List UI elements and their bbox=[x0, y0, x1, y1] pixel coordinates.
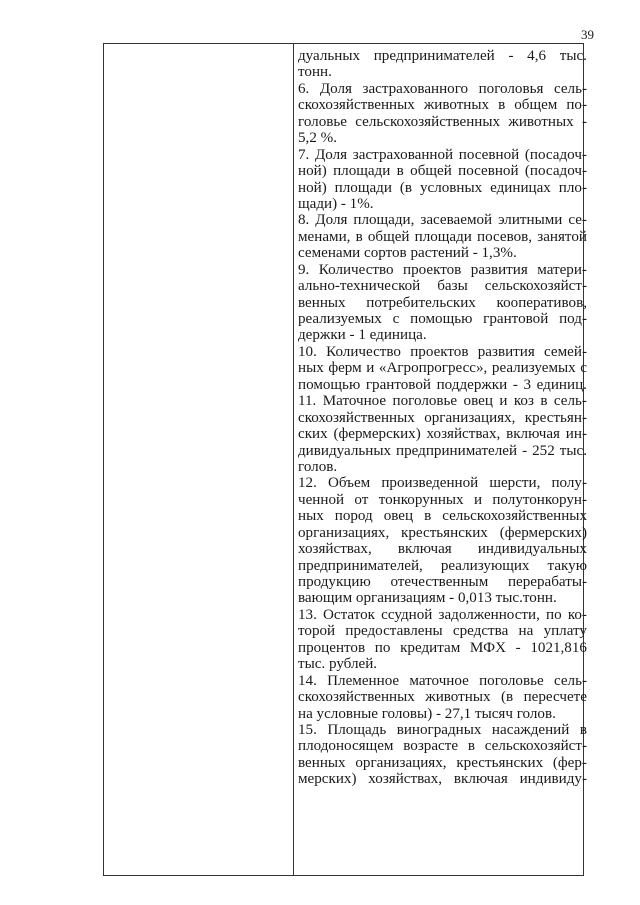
text-line: 10. Количество проектов развития семей- bbox=[298, 343, 587, 360]
text-line: ских (фермерских) хозяйствах, включая ин- bbox=[298, 426, 587, 443]
text-line: головье сельскохозяйственных животных - bbox=[298, 113, 587, 130]
page-number: 39 bbox=[581, 27, 594, 42]
text-line: предпринимателей, реализующих такую bbox=[298, 557, 587, 574]
document-table bbox=[103, 43, 587, 876]
text-line: вающим организациям - 0,013 тыс.тонн. bbox=[298, 590, 557, 607]
text-line: 14. Племенное маточное поголовье сель- bbox=[298, 672, 587, 689]
text-line: 5,2 %. bbox=[298, 130, 337, 147]
text-line: процентов по кредитам МФХ - 1021,816 bbox=[298, 639, 587, 656]
text-line: 9. Количество проектов развития матери- bbox=[298, 261, 587, 278]
text-line: ной) площади в общей посевной (посадоч- bbox=[298, 163, 587, 180]
text-line: щади) - 1%. bbox=[298, 195, 374, 212]
text-line: 7. Доля застрахованной посевной (посадоч- bbox=[298, 146, 587, 163]
text-line: ной) площади (в условных единицах пло- bbox=[298, 179, 587, 196]
text-line: 8. Доля площади, засеваемой элитными се- bbox=[298, 212, 587, 229]
text-line: на условные головы) - 27,1 тысяч голов. bbox=[298, 705, 556, 722]
text-line: семенами сортов растений - 1,3%. bbox=[298, 245, 517, 262]
text-line: мерских) хозяйствах, включая индивиду- bbox=[298, 771, 587, 788]
text-line: помощью грантовой поддержки - 3 единиц. bbox=[298, 376, 587, 393]
text-line: голов. bbox=[298, 458, 338, 475]
text-line: плодоносящем возрасте в сельскохозяйст- bbox=[298, 738, 587, 755]
text-line: ных ферм и «Агропрогресс», реализуемых с bbox=[298, 360, 587, 377]
text-line: торой предоставлены средства на уплату bbox=[298, 623, 587, 640]
text-line: ально-технической базы сельскохозяйст- bbox=[298, 278, 587, 295]
text-line: 13. Остаток ссудной задолженности, по ко- bbox=[298, 606, 587, 623]
text-line: скохозяйственных животных (в пересчете bbox=[298, 689, 587, 706]
text-line: хозяйствах, включая индивидуальных bbox=[298, 541, 587, 558]
text-line: 6. Доля застрахованного поголовья сель- bbox=[298, 80, 587, 97]
text-line: организациях, крестьянских (фермерских) bbox=[298, 524, 587, 541]
text-line: дивидуальных предпринимателей - 252 тыс. bbox=[298, 442, 587, 459]
text-line: венных потребительских кооперативов, bbox=[298, 294, 587, 311]
text-line: ных пород овец в сельскохозяйственных bbox=[298, 508, 587, 525]
text-line: реализуемых с помощью грантовой под- bbox=[298, 311, 587, 327]
text-line: дуальных предпринимателей - 4,6 тыс. bbox=[298, 48, 587, 64]
table-cell-right bbox=[298, 48, 587, 788]
text-line: держки - 1 единица. bbox=[298, 327, 427, 344]
column-divider bbox=[293, 44, 294, 875]
text-line: тыс. рублей. bbox=[298, 656, 378, 673]
text-line: скохозяйственных животных в общем по- bbox=[298, 97, 587, 114]
text-line: скохозяйственных организациях, крестьян- bbox=[298, 409, 587, 426]
text-line: 12. Объем произведенной шерсти, полу- bbox=[298, 475, 587, 492]
text-line: продукцию отечественным перерабаты- bbox=[298, 574, 587, 590]
text-line: ченной от тонкорунных и полутонкорун- bbox=[298, 491, 587, 508]
text-line: тонн. bbox=[298, 64, 332, 81]
text-line: венных организациях, крестьянских (фер- bbox=[298, 754, 587, 771]
text-line: 15. Площадь виноградных насаждений в bbox=[298, 721, 587, 738]
text-line: 11. Маточное поголовье овец и коз в сель- bbox=[298, 393, 587, 410]
text-line: менами, в общей площади посевов, занятой bbox=[298, 228, 587, 245]
table-cell-left bbox=[104, 44, 293, 875]
